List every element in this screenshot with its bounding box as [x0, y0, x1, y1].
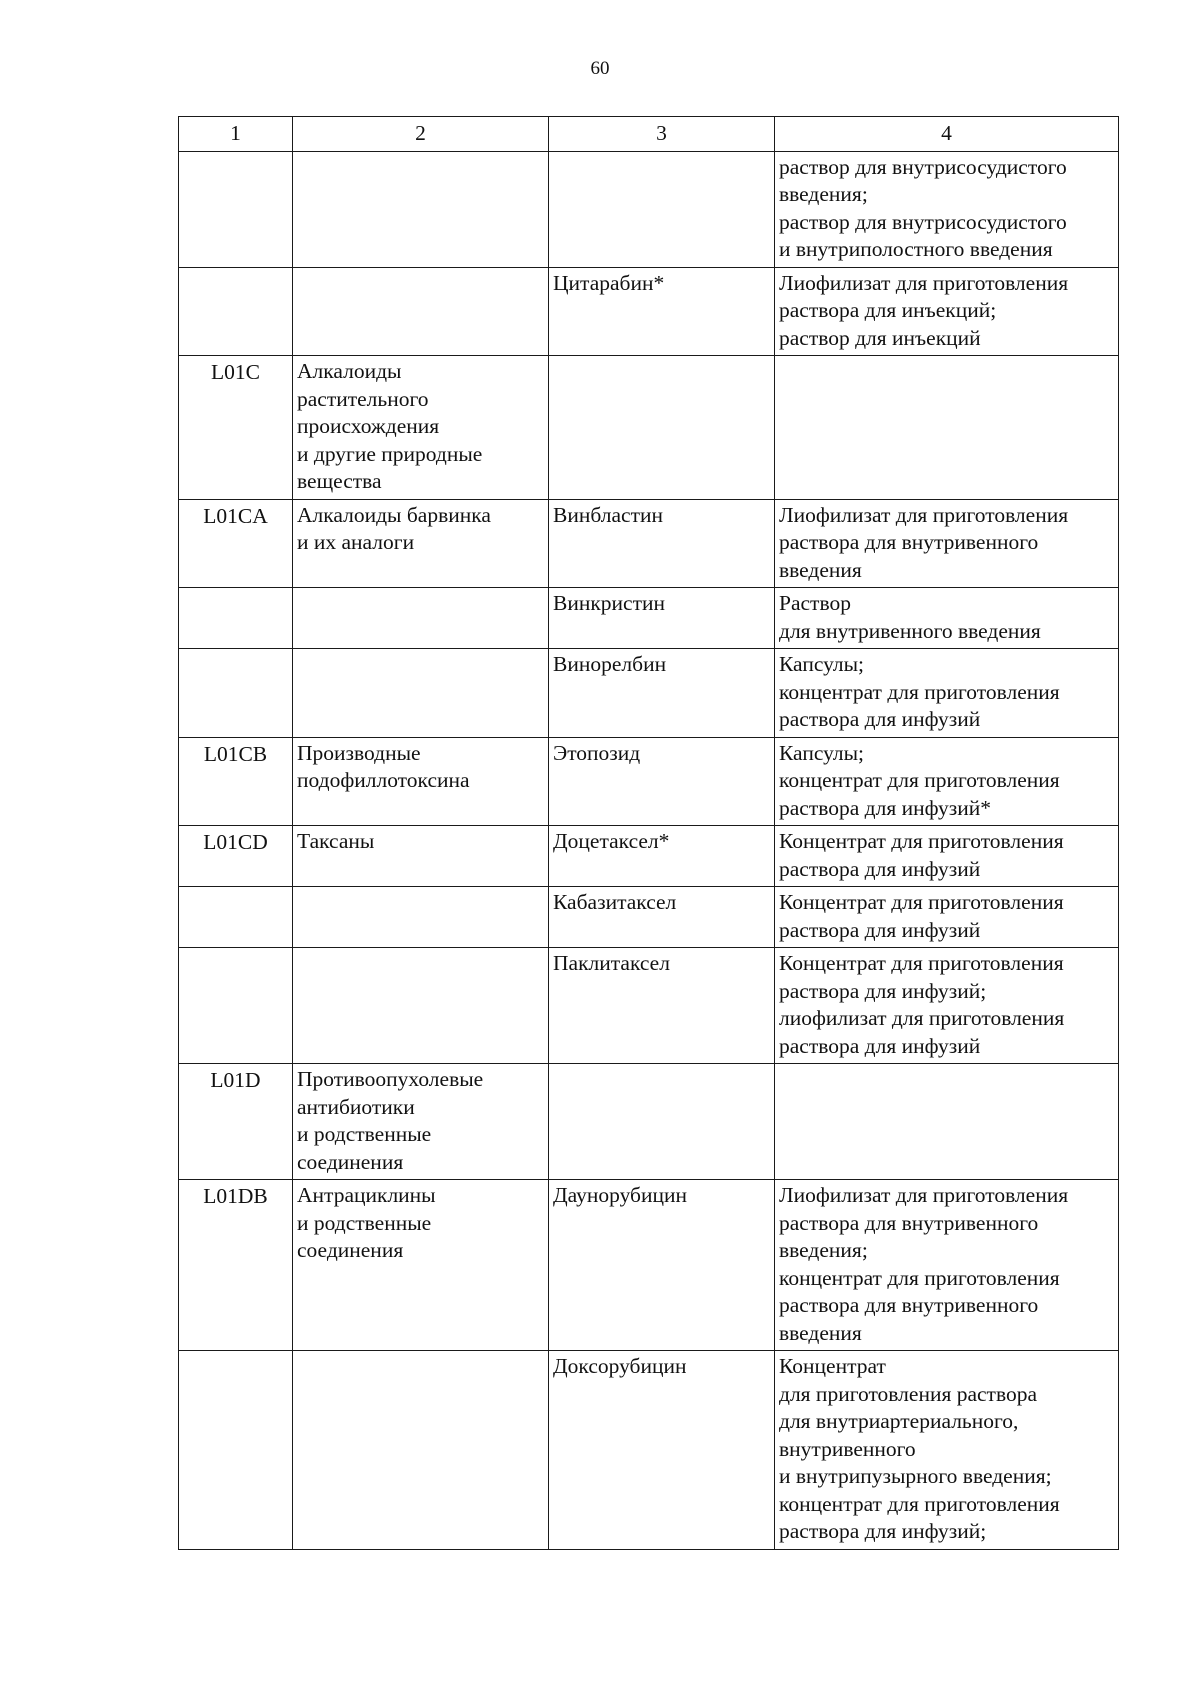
dosage-form-line: раствора для инфузий;: [779, 1519, 987, 1543]
group-name-cell: [293, 649, 549, 738]
drug-name-cell: Винорелбин: [549, 649, 775, 738]
atc-code-cell: L01C: [179, 356, 293, 500]
dosage-form-line: раствора для инфузий: [779, 707, 981, 731]
dosage-form-line: введения: [779, 1320, 862, 1345]
table-row: [179, 737, 1119, 826]
table-row: [179, 1180, 1119, 1351]
dosage-form-cell: [775, 737, 1119, 826]
atc-code-cell: [179, 588, 293, 649]
dosage-form-line: лиофилизат для приготовления: [779, 1006, 1065, 1030]
group-name-cell: [293, 151, 549, 267]
table-header-row: [179, 117, 1119, 152]
dosage-form-line: Раствор: [779, 591, 851, 615]
dosage-form-line: раствор для инъекций: [779, 325, 981, 350]
dosage-form-line: концентрат для приготовления: [779, 1491, 1060, 1516]
dosage-form-line: раствор для внутрисосудистого: [779, 209, 1067, 234]
drug-name-cell: Винкристин: [549, 588, 775, 649]
group-name-cell: [293, 356, 549, 500]
group-name-line: Алкалоиды: [297, 359, 402, 383]
group-name-cell: [293, 1351, 549, 1550]
group-name-cell: [293, 1180, 549, 1351]
column-header-3: 3: [549, 117, 775, 152]
dosage-form-cell: [775, 649, 1119, 738]
group-name-cell: [293, 499, 549, 588]
dosage-form-cell: [775, 948, 1119, 1064]
group-name-line: Таксаны: [297, 829, 375, 853]
drug-name-cell: Кабазитаксел: [549, 887, 775, 948]
medication-table: [178, 116, 1119, 1550]
atc-code-cell: [179, 267, 293, 356]
atc-code-cell: [179, 151, 293, 267]
dosage-form-line: для внутриартериального,: [779, 1409, 1019, 1433]
dosage-form-line: Капсулы;: [779, 652, 865, 676]
dosage-form-line: концентрат для приготовления: [779, 1265, 1060, 1290]
group-name-line: Алкалоиды барвинка: [297, 502, 491, 527]
page-number: 60: [590, 58, 610, 79]
drug-name-cell: [549, 151, 775, 267]
table-row: [179, 887, 1119, 948]
dosage-form-line: Концентрат: [779, 1354, 886, 1378]
dosage-form-line: раствора для инъекций;: [779, 298, 997, 322]
group-name-cell: [293, 588, 549, 649]
group-name-cell: [293, 1064, 549, 1180]
table-row: [179, 151, 1119, 267]
dosage-form-line: раствора для внутривенного: [779, 1293, 1039, 1317]
dosage-form-line: введения;: [779, 1238, 868, 1262]
dosage-form-line: раствора для инфузий: [779, 856, 981, 881]
dosage-form-line: для приготовления раствора: [779, 1381, 1037, 1406]
dosage-form-cell: [775, 887, 1119, 948]
dosage-form-cell: [775, 499, 1119, 588]
dosage-form-line: Концентрат для приготовления: [779, 890, 1064, 914]
dosage-form-cell: [775, 1180, 1119, 1351]
atc-code-cell: L01CB: [179, 737, 293, 826]
dosage-form-line: для внутривенного введения: [779, 618, 1041, 643]
dosage-form-line: концентрат для приготовления: [779, 768, 1060, 792]
group-name-line: подофиллотоксина: [297, 768, 470, 792]
group-name-line: и родственные: [297, 1210, 432, 1235]
atc-code-cell: L01DB: [179, 1180, 293, 1351]
dosage-form-line: раствора для инфузий;: [779, 978, 987, 1003]
dosage-form-line: введения: [779, 557, 862, 582]
group-name-line: и родственные: [297, 1122, 432, 1146]
table-row: [179, 499, 1119, 588]
dosage-form-cell: [775, 356, 1119, 500]
dosage-form-line: Концентрат для приготовления: [779, 829, 1064, 853]
drug-name-cell: Паклитаксел: [549, 948, 775, 1064]
dosage-form-line: Лиофилизат для приготовления: [779, 270, 1069, 295]
group-name-line: и другие природные: [297, 441, 483, 466]
table-row: [179, 1351, 1119, 1550]
drug-name-cell: [549, 356, 775, 500]
atc-code-cell: [179, 948, 293, 1064]
drug-name-cell: Даунорубицин: [549, 1180, 775, 1351]
table-body: [179, 151, 1119, 1549]
dosage-form-cell: [775, 588, 1119, 649]
dosage-form-line: раствора для инфузий*: [779, 795, 991, 820]
group-name-line: Антрациклины: [297, 1183, 436, 1207]
dosage-form-cell: [775, 1351, 1119, 1550]
dosage-form-line: раствора для внутривенного: [779, 530, 1039, 554]
dosage-form-line: введения;: [779, 182, 868, 206]
dosage-form-cell: [775, 826, 1119, 887]
group-name-line: антибиотики: [297, 1094, 415, 1119]
table-row: [179, 588, 1119, 649]
dosage-form-line: Лиофилизат для приготовления: [779, 502, 1069, 527]
column-header-1: 1: [179, 117, 293, 152]
drug-name-cell: Этопозид: [549, 737, 775, 826]
table-row: [179, 826, 1119, 887]
table-row: [179, 948, 1119, 1064]
group-name-cell: [293, 737, 549, 826]
dosage-form-line: раствор для внутрисосудистого: [779, 154, 1067, 179]
group-name-line: Производные: [297, 740, 421, 765]
group-name-line: и их аналоги: [297, 530, 415, 554]
group-name-cell: [293, 826, 549, 887]
atc-code-cell: L01CD: [179, 826, 293, 887]
dosage-form-line: Лиофилизат для приготовления: [779, 1183, 1069, 1207]
atc-code-cell: [179, 649, 293, 738]
dosage-form-line: внутривенного: [779, 1436, 916, 1461]
drug-name-cell: Цитарабин*: [549, 267, 775, 356]
group-name-cell: [293, 267, 549, 356]
drug-name-cell: [549, 1064, 775, 1180]
group-name-cell: [293, 948, 549, 1064]
drug-name-cell: Доксорубицин: [549, 1351, 775, 1550]
dosage-form-cell: [775, 151, 1119, 267]
dosage-form-cell: [775, 267, 1119, 356]
group-name-cell: [293, 887, 549, 948]
dosage-form-line: и внутрипузырного введения;: [779, 1464, 1052, 1488]
group-name-line: соединения: [297, 1238, 404, 1262]
atc-code-cell: L01D: [179, 1064, 293, 1180]
table-row: [179, 356, 1119, 500]
dosage-form-cell: [775, 1064, 1119, 1180]
dosage-form-line: раствора для инфузий: [779, 1033, 981, 1058]
group-name-line: происхождения: [297, 414, 440, 438]
table-row: [179, 1064, 1119, 1180]
dosage-form-line: и внутриполостного введения: [779, 237, 1053, 261]
group-name-line: соединения: [297, 1149, 404, 1174]
group-name-line: Противоопухолевые: [297, 1067, 484, 1091]
dosage-form-line: Концентрат для приготовления: [779, 951, 1064, 975]
atc-code-cell: L01CA: [179, 499, 293, 588]
dosage-form-line: раствора для внутривенного: [779, 1210, 1039, 1235]
table-row: [179, 267, 1119, 356]
dosage-form-line: концентрат для приготовления: [779, 679, 1060, 704]
column-header-4: 4: [775, 117, 1119, 152]
column-header-2: 2: [293, 117, 549, 152]
atc-code-cell: [179, 1351, 293, 1550]
dosage-form-line: раствора для инфузий: [779, 917, 981, 942]
table-row: [179, 649, 1119, 738]
dosage-form-line: Капсулы;: [779, 740, 865, 765]
drug-name-cell: Винбластин: [549, 499, 775, 588]
group-name-line: вещества: [297, 469, 382, 493]
atc-code-cell: [179, 887, 293, 948]
group-name-line: растительного: [297, 386, 429, 411]
drug-name-cell: Доцетаксел*: [549, 826, 775, 887]
